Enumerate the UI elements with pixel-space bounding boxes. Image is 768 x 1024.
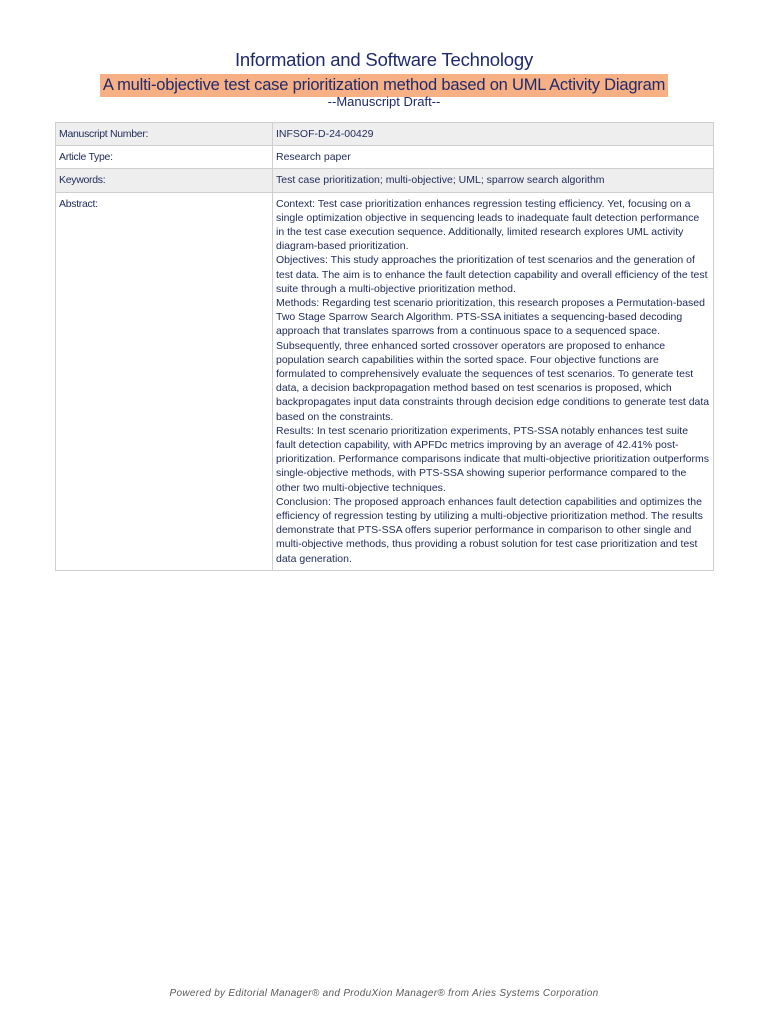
draft-label: --Manuscript Draft--: [327, 94, 441, 109]
abstract-label: Abstract:: [56, 192, 273, 570]
abstract-conclusion: Conclusion: The proposed approach enhances fault detection capabilities and optimizes the efficiency of regression testing by utilizing a multi-objective prioritization method. The results demonstrate that PTS-SSA offers superior performance in comparison to other single and multi-objective methods, thus providing a robust solution for test case prioritization and test data generation.: [276, 495, 703, 565]
footer-credit: Powered by Editorial Manager® and ProduXion Manager® from Aries Systems Corporation: [169, 988, 599, 999]
journal-title: Information and Software Technology: [234, 49, 534, 70]
abstract-value: [273, 192, 714, 570]
table-row: [56, 192, 714, 570]
table-row: [56, 123, 714, 146]
keywords-value: Test case prioritization; multi-objective; UML; sparrow search algorithm: [273, 169, 714, 192]
abstract-methods: Methods: Regarding test scenario prioritization, this research proposes a Permutation-based Two Stage Sparrow Search Algorithm. PTS-SSA initiates a sequencing-based decoding approach that translates sparrows from a continuous space to a sequenced space. Subsequently, three enhanced sorted crossover operators are proposed to enhance population search capabilities within the sorted space. Four objective functions are formulated to comprehensively evaluate the sequences of test scenarios. To generate test data, a decision backpropagation method based on test scenarios is proposed, which backpropagates input data constraints through decision edge conditions to generate test data based on the constraints.: [276, 297, 710, 423]
table-row: [56, 146, 714, 169]
manuscript-number-label: Manuscript Number:: [56, 123, 273, 146]
article-type-value: Research paper: [273, 146, 714, 169]
manuscript-number-value: INFSOF-D-24-00429: [273, 123, 714, 146]
manuscript-metadata-table: [55, 122, 714, 571]
article-type-label: Article Type:: [56, 146, 273, 169]
keywords-label: Keywords:: [56, 169, 273, 192]
abstract-objectives: Objectives: This study approaches the prioritization of test scenarios and the generation of test data. The aim is to enhance the fault detection capability and overall efficiency of the test suite through a multi-objective prioritization method.: [276, 254, 708, 295]
article-title: A multi-objective test case prioritization method based on UML Activity Diagram: [100, 74, 668, 97]
abstract-context: Context: Test case prioritization enhances regression testing efficiency. Yet, focusing on a single optimization objective in sequencing leads to inadequate fault detection performance in the test case execution sequence. Additionally, limited research explores UML activity diagram-based prioritization.: [276, 197, 700, 253]
abstract-results: Results: In test scenario prioritization experiments, PTS-SSA notably enhances test suite fault detection capability, with APFDc metrics improving by an average of 42.41% post-prioritization. Performance comparisons indicate that multi-objective prioritization outperforms single-objective methods, with PTS-SSA showing superior performance compared to the other two multi-objective techniques.: [276, 424, 710, 494]
table-row: [56, 169, 714, 192]
